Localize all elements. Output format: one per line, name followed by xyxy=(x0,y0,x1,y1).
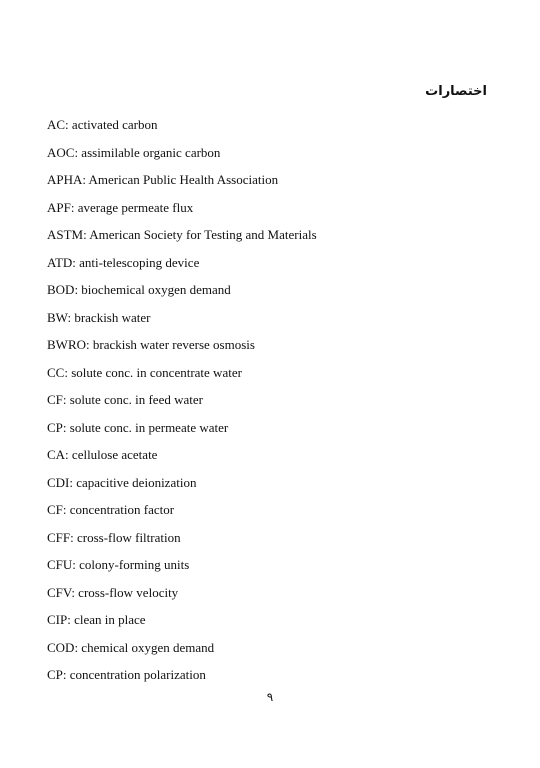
abbreviation-item: BW: brackish water xyxy=(47,309,151,325)
abbreviation-list xyxy=(47,116,317,694)
abbreviation-item: CF: concentration factor xyxy=(47,502,175,517)
abbreviation-item: ASTM: American Society for Testing and Materials xyxy=(47,227,317,242)
abbreviation-item: APF: average permeate flux xyxy=(47,199,194,215)
abbreviation-item: BWRO: brackish water reverse osmosis xyxy=(47,337,255,352)
abbreviation-item: ATD: anti-telescoping device xyxy=(47,254,200,270)
abbreviation-item: BOD: biochemical oxygen demand xyxy=(47,282,231,297)
abbreviation-item: CC: solute conc. in concentrate water xyxy=(47,364,242,380)
abbreviation-item: COD: chemical oxygen demand xyxy=(47,639,215,655)
section-heading: اختصارات xyxy=(425,84,487,99)
page-number: ۹ xyxy=(266,690,274,704)
abbreviation-item: CDI: capacitive deionization xyxy=(47,474,197,490)
abbreviation-item: CP: solute conc. in permeate water xyxy=(47,419,229,435)
abbreviation-item: CP: concentration polarization xyxy=(47,667,206,682)
abbreviation-item: CFV: cross-flow velocity xyxy=(47,584,179,600)
abbreviation-item: AC: activated carbon xyxy=(47,117,158,132)
abbreviation-item: AOC: assimilable organic carbon xyxy=(47,144,221,160)
abbreviation-item: CFU: colony-forming units xyxy=(47,557,190,572)
abbreviation-item: CF: solute conc. in feed water xyxy=(47,392,203,407)
abbreviation-item: CFF: cross-flow filtration xyxy=(47,529,181,545)
abbreviation-item: APHA: American Public Health Association xyxy=(47,172,279,187)
abbreviation-item: CA: cellulose acetate xyxy=(47,447,158,462)
abbreviation-item: CIP: clean in place xyxy=(47,612,146,627)
